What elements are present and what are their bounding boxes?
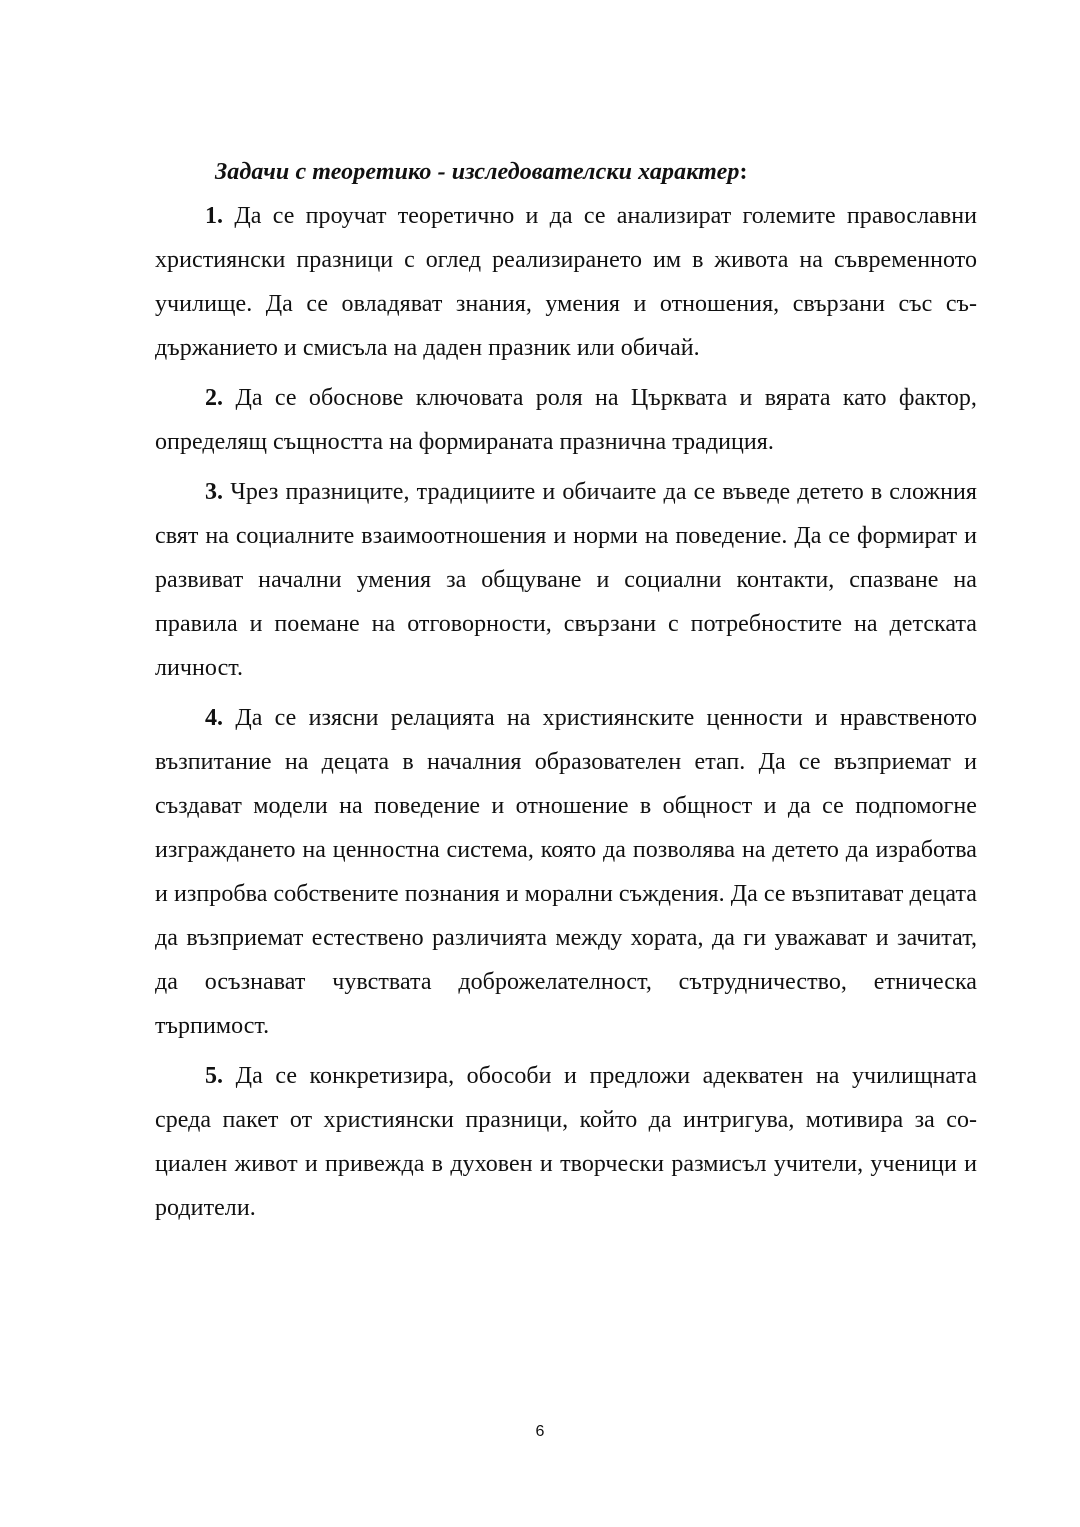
task-text: Да се конкретизира, обособи и предложи адекватен на училищната среда пакет от християнски празници, който да интригува, мотивира за социален живот и привежда в духовен и творчески размисъл учители, ученици и родители. bbox=[155, 1063, 977, 1221]
task-item-3 bbox=[155, 470, 977, 690]
task-text: Да се изясни релацията на християнските ценности и нравственото възпитание на децата в началния образователен етап. Да се възприемат и създават модели на поведение и отношение в общност и да се подпомогне изграждането на ценностна система, която да позволява на детето да изработва и изпробва собствените познания и морални съждения. Да се възпитават децата да възприемат естествено различията между хората, да ги уважават и зачитат, да осъзнават чувствата доброжелателност, сътрудничество, етническа търпимост. bbox=[155, 705, 977, 1039]
task-number: 3. bbox=[205, 479, 224, 505]
task-text: Да се проучат теоретично и да се анализират големите православни християнски празници с оглед реализирането им в живота на съвременното училище. Да се овладяват знания, умения и отношения, свързани със съдържанието и смисъла на даден празник или обичай. bbox=[155, 203, 977, 361]
task-number: 5. bbox=[205, 1063, 224, 1089]
page-number: 6 bbox=[535, 1423, 545, 1440]
section-heading-text: Задачи с теоретико - изследователски характер bbox=[215, 159, 740, 185]
section-heading bbox=[215, 150, 977, 194]
section-heading-colon: : bbox=[739, 159, 748, 185]
task-item-5 bbox=[155, 1054, 977, 1230]
task-text: Чрез празниците, традициите и обичаите да се въведе детето в сложния свят на социалните взаимоотношения и норми на поведение. Да се формират и развиват начални умения за общуване и социални контакти, спазване на правила и поемане на отговорности, свързани с потребностите на детската личност. bbox=[155, 479, 977, 681]
document-body bbox=[155, 150, 977, 1236]
task-item-4 bbox=[155, 696, 977, 1048]
task-text: Да се обоснове ключовата роля на Църквата и вярата като фактор, определящ същността на формираната празнична традиция. bbox=[155, 385, 977, 455]
task-number: 4. bbox=[205, 705, 224, 731]
task-item-1 bbox=[155, 194, 977, 370]
task-number: 1. bbox=[205, 203, 224, 229]
task-item-2 bbox=[155, 376, 977, 464]
task-number: 2. bbox=[205, 385, 224, 411]
